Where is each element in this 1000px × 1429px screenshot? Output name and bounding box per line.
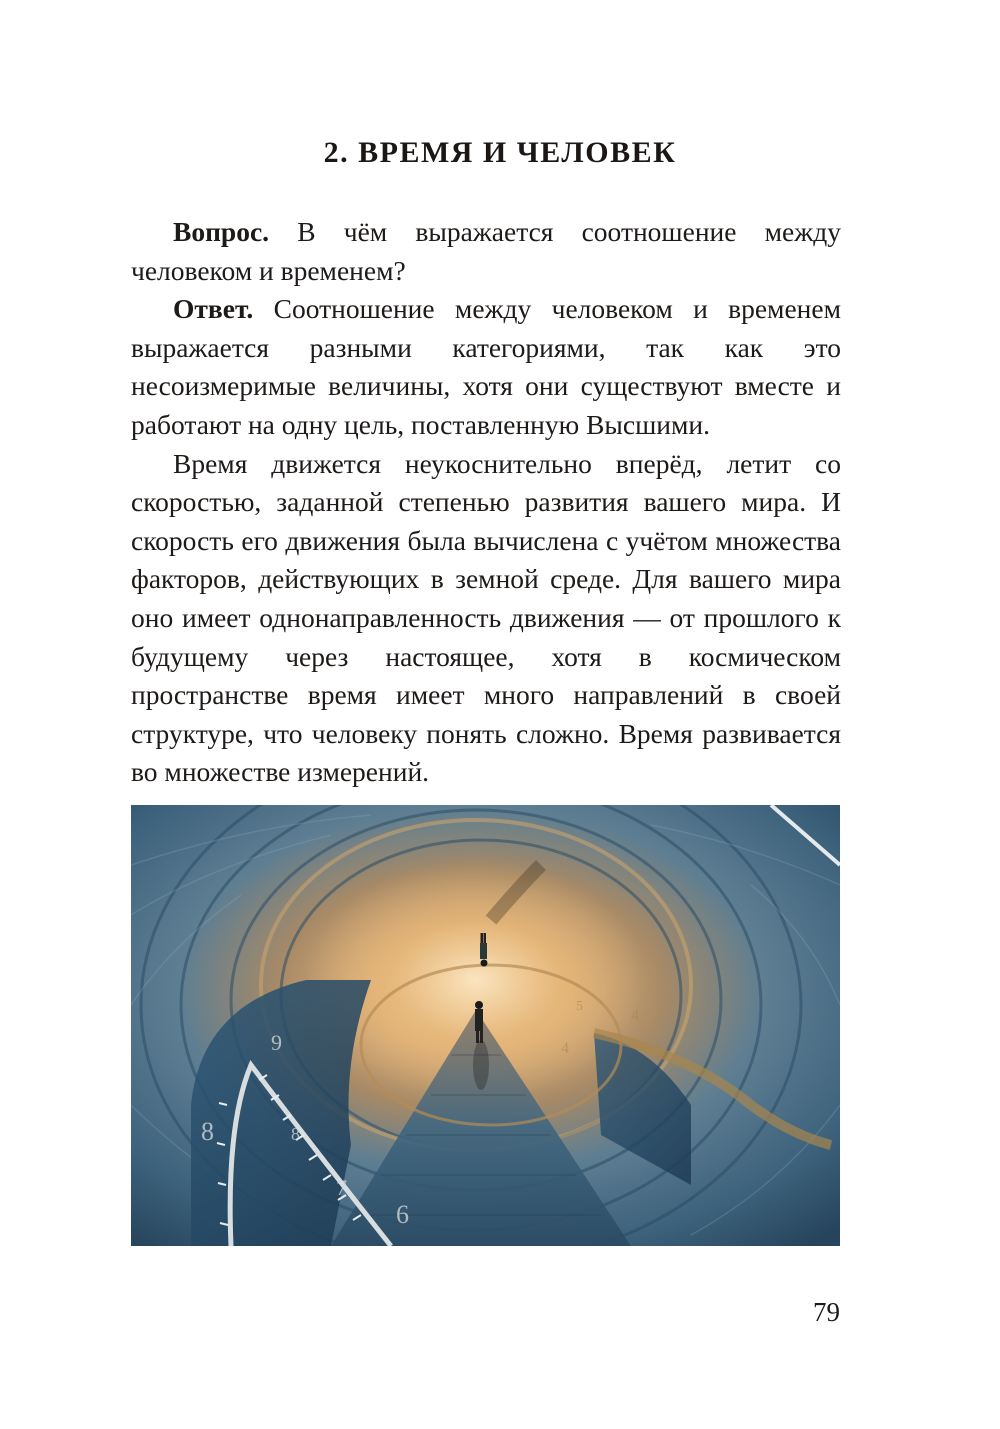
- answer-lead: Ответ.: [173, 293, 254, 325]
- answer-text: Соотношение между человеком и временем выражается разными категориями, так как это несоизмеримые величины, хотя они существуют вместе и работают на одну цель, поставленную Высшими.: [131, 293, 841, 440]
- numeral-8: 8: [291, 1124, 300, 1144]
- svg-text:4: 4: [631, 1007, 639, 1024]
- time-paragraph: [131, 445, 841, 792]
- time-paragraph-text: Время движется неукоснительно вперёд, летит со скоростью, заданной степенью развития вашего мира. И скорость его движения была вычислена с учётом множества факторов, действующих в земной среде. Для вашего мира оно имеет однонаправленность движения — от прошлого к будущему через настоящее, хотя в космическом пространстве время имеет много направлений в своей структуре, что человеку понять сложно. Время развивается во множестве измерений.: [131, 447, 841, 788]
- time-tunnel-illustration: [131, 805, 840, 1246]
- time-tunnel-image: [131, 805, 840, 1246]
- numeral-6: 6: [396, 1200, 409, 1229]
- numeral-9: 9: [271, 1030, 282, 1055]
- numeral-7: 7: [336, 1175, 347, 1200]
- chapter-title: 2. ВРЕМЯ И ЧЕЛОВЕК: [323, 136, 677, 169]
- body-text: [131, 213, 841, 792]
- question-text: В чём выражается соотношение между человеком и временем?: [131, 216, 841, 286]
- question-paragraph: [131, 213, 841, 290]
- numeral-8-left: 8: [201, 1117, 214, 1146]
- svg-text:4: 4: [561, 1040, 569, 1057]
- answer-paragraph: [131, 290, 841, 444]
- question-lead: Вопрос.: [173, 216, 270, 247]
- svg-text:5: 5: [576, 999, 583, 1014]
- page-number: 79: [813, 1297, 840, 1327]
